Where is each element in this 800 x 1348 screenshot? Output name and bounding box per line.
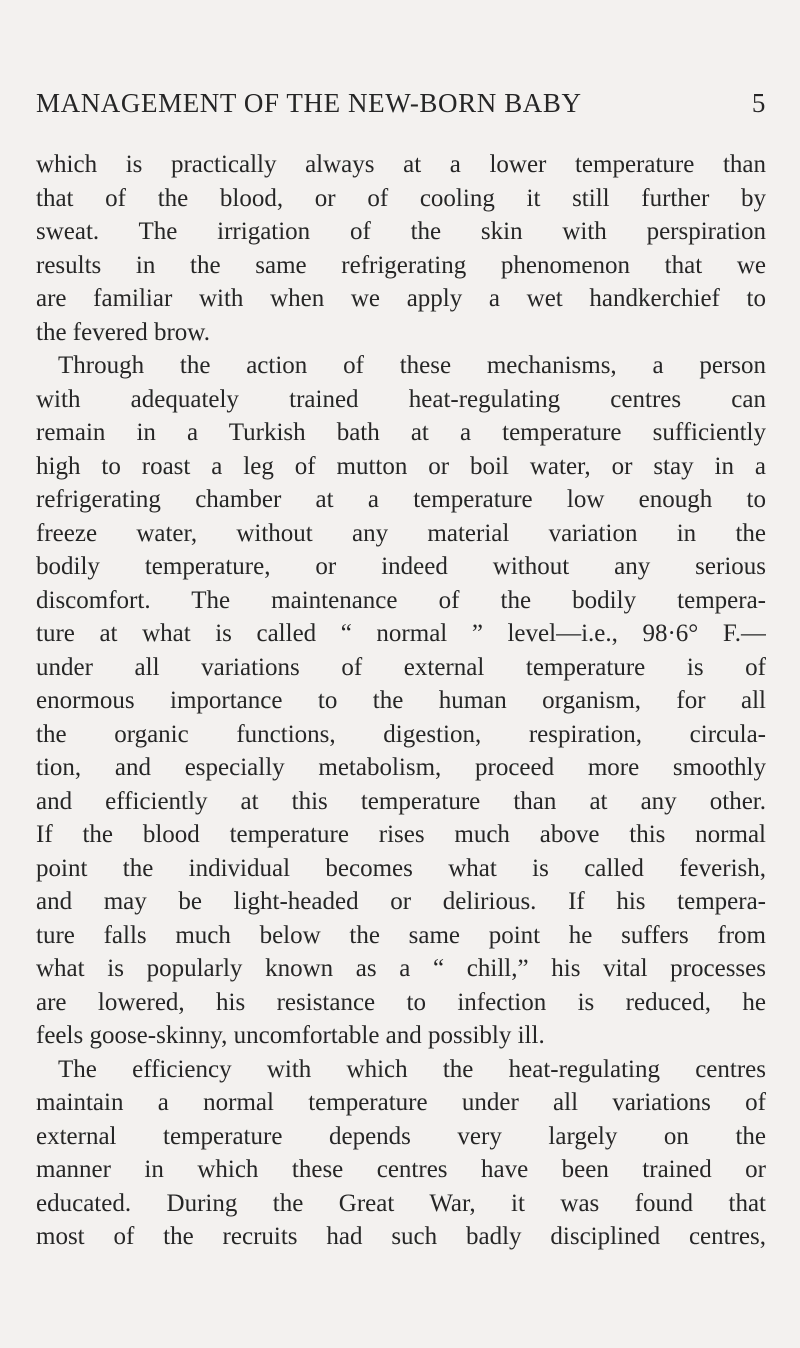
text-line: sweat. The irrigation of the skin with perspiration <box>36 218 766 245</box>
text-line: under all variations of external temperature is of <box>36 653 766 681</box>
text-line: the fevered brow. <box>36 318 210 346</box>
text-line: bodily temperature, or indeed without any serious <box>36 553 766 580</box>
text-line: discomfort. The maintenance of the bodily tempera- <box>36 586 766 614</box>
text-line: Through the action of these mechanisms, a person <box>58 352 766 379</box>
running-head <box>36 88 766 128</box>
text-line: maintain a normal temperature under all variations of <box>36 1089 766 1116</box>
page-number: 5 <box>751 88 766 118</box>
text-line: remain in a Turkish bath at a temperature sufficiently <box>36 419 766 446</box>
text-line: results in the same refrigerating phenomenon that we <box>36 251 766 279</box>
text-line: refrigerating chamber at a temperature low enough to <box>36 486 766 513</box>
text-line: ture at what is called “ normal ” level—i.e., 98·6° F.— <box>36 620 766 647</box>
text-line: that of the blood, or of cooling it still further by <box>36 184 766 212</box>
text-line: what is popularly known as a “ chill,” his vital processes <box>36 955 766 982</box>
text-line: which is practically always at a lower temperature than <box>36 151 766 178</box>
text-line: manner in which these centres have been trained or <box>36 1156 766 1183</box>
text-line: ture falls much below the same point he suffers from <box>36 921 766 949</box>
text-line: If the blood temperature rises much above this normal <box>36 821 766 848</box>
text-line: enormous importance to the human organism, for all <box>36 687 766 714</box>
text-line: high to roast a leg of mutton or boil water, or stay in a <box>36 452 766 480</box>
text-line: the organic functions, digestion, respiration, circula- <box>36 720 766 748</box>
text-line: tion, and especially metabolism, proceed more smoothly <box>36 754 766 781</box>
text-line: educated. During the Great War, it was found that <box>36 1189 766 1217</box>
text-line: most of the recruits had such badly disciplined centres, <box>36 1223 766 1250</box>
running-head-title: MANAGEMENT OF THE NEW-BORN BABY <box>36 88 582 118</box>
text-line: are familiar with when we apply a wet handkerchief to <box>36 285 766 312</box>
text-line: freeze water, without any material variation in the <box>36 519 766 547</box>
text-line: feels goose-skinny, uncomfortable and possibly ill. <box>36 1022 545 1049</box>
text-line: external temperature depends very largely on the <box>36 1122 766 1150</box>
text-line: point the individual becomes what is called feverish, <box>36 854 766 882</box>
text-line: are lowered, his resistance to infection is reduced, he <box>36 988 766 1016</box>
body-text <box>36 148 766 1254</box>
text-line: and may be light-headed or delirious. If his tempera- <box>36 888 766 915</box>
text-line: with adequately trained heat-regulating centres can <box>36 385 766 413</box>
text-line: and efficiently at this temperature than at any other. <box>36 787 766 815</box>
text-line: The efficiency with which the heat-regulating centres <box>58 1055 766 1083</box>
